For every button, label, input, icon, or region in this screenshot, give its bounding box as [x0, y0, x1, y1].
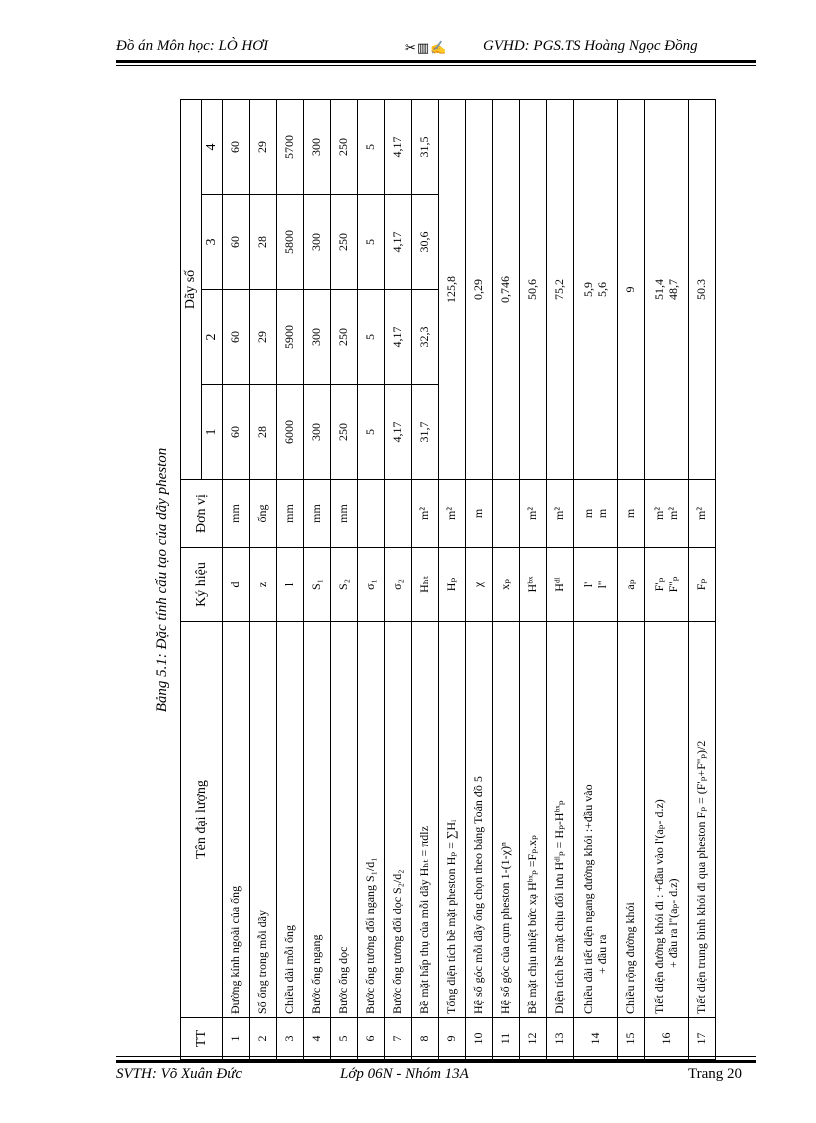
cell-value-v4-text: 5700: [282, 134, 297, 159]
cell-name-text: + đầu ra: [594, 934, 609, 974]
cell-tt-text: 9: [444, 1035, 459, 1042]
cell-value-v2: [250, 290, 277, 385]
cell-tt: [412, 1018, 439, 1060]
cell-name-text: Diện tích bề mặt chịu đối lưu Hᵈˡₚ = Hₚ-Hᵇˣₚ: [552, 800, 567, 1014]
cell-tt: [439, 1018, 466, 1060]
cell-value-v2-text: 29: [255, 331, 270, 343]
cell-tt-text: 12: [525, 1032, 540, 1045]
cell-unit: [250, 480, 277, 548]
cell-unit: [493, 480, 520, 548]
cell-symbol-text: Hₚ: [444, 577, 459, 592]
cell-value-v4-text: 29: [255, 140, 270, 153]
cell-value-v4: [358, 99, 385, 194]
cell-tt: [547, 1018, 574, 1060]
cell-value-v4-text: 300: [309, 137, 324, 156]
cell-value-merged-text: 0,746: [498, 275, 513, 303]
cell-value-merged: [645, 99, 689, 479]
cell-value-merged-text: 0,29: [471, 278, 486, 300]
cell-name-text: Bước ống dọc: [336, 946, 351, 1014]
cell-tt: [574, 1018, 618, 1060]
cell-tt-text: 11: [498, 1032, 513, 1045]
cell-unit: [358, 480, 385, 548]
cell-name: [493, 622, 520, 1018]
cell-value-v1-text: 5: [363, 429, 378, 435]
cell-tt-text: 16: [658, 1032, 673, 1045]
cell-unit: [412, 480, 439, 548]
cell-unit: [645, 480, 689, 548]
cell-unit: [618, 480, 645, 548]
cell-unit: [304, 480, 331, 548]
cell-name-text: Tiết diện đường khói đi : +đầu vào l'(aₚ- d.z): [651, 799, 666, 1014]
cell-value-merged-text: 50.3: [694, 278, 709, 300]
cell-value-v2: [385, 290, 412, 385]
cell-value-v3: [304, 195, 331, 290]
table-row: [618, 99, 645, 1059]
cell-value-v1-text: 31,7: [417, 421, 432, 443]
col-header-2: 2: [202, 290, 223, 385]
cell-name: [466, 622, 493, 1018]
cell-symbol: [645, 548, 689, 622]
cell-symbol-text: σ₁: [363, 579, 378, 590]
cell-unit-text: mm: [309, 504, 324, 523]
cell-value-v2: [277, 290, 304, 385]
cell-value-v4: [223, 99, 250, 194]
cell-name: [385, 622, 412, 1018]
cell-symbol: [618, 548, 645, 622]
cell-unit-text: m²: [665, 507, 680, 520]
cell-unit-text: mm: [228, 504, 243, 523]
cell-value-v3-text: 300: [309, 233, 324, 251]
cell-value-v1: [385, 385, 412, 480]
table-row: [331, 99, 358, 1059]
cell-tt-text: 6: [363, 1035, 378, 1042]
cell-tt-text: 13: [552, 1032, 567, 1045]
cell-tt: [493, 1018, 520, 1060]
cell-value-v1: [412, 385, 439, 480]
cell-name-text: Số ống trong mỗi dãy: [255, 910, 270, 1014]
cell-value-v1: [277, 385, 304, 480]
cell-unit-text: m²: [417, 507, 432, 520]
cell-tt-text: 15: [623, 1032, 638, 1045]
rotated-content: [150, 100, 770, 1060]
cell-value-v2-text: 300: [309, 328, 324, 346]
cell-name: [439, 622, 466, 1018]
cell-unit: [520, 480, 547, 548]
table-row: [466, 99, 493, 1059]
cell-name-text: Hệ số góc mỗi dãy ống chọn theo bảng Toán đồ 5: [471, 776, 486, 1014]
cell-name: [358, 622, 385, 1018]
cell-value-v3: [385, 195, 412, 290]
cell-value-merged: [466, 99, 493, 479]
cell-value-merged: [520, 99, 547, 479]
cell-value-v3-text: 30,6: [417, 231, 432, 253]
table-row: [574, 99, 618, 1059]
cell-value-v3: [331, 195, 358, 290]
cell-value-merged: [618, 99, 645, 479]
cell-symbol-text: S₂: [336, 579, 351, 590]
cell-symbol: [493, 548, 520, 622]
cell-value-v4: [412, 99, 439, 194]
cell-value-v1-text: 300: [309, 423, 324, 441]
cell-value-v2-text: 250: [336, 328, 351, 346]
cell-symbol-text: l: [282, 582, 297, 587]
cell-symbol-text: Hᵈˡ: [552, 577, 567, 592]
col-header-1: 1: [202, 385, 223, 480]
cell-unit-text: m: [471, 508, 486, 519]
cell-value-merged-text: 75,2: [552, 278, 567, 300]
table-row: [223, 99, 250, 1059]
cell-value-v2-text: 4,17: [390, 326, 405, 348]
cell-unit: [689, 480, 716, 548]
cell-name-text: Đường kính ngoài của ống: [228, 885, 243, 1014]
cell-symbol: [689, 548, 716, 622]
col-header-symbol: Ký hiệu: [181, 548, 223, 622]
cell-symbol: [439, 548, 466, 622]
cell-value-merged-text: 48,7: [665, 278, 680, 300]
table-row: [689, 99, 716, 1059]
cell-value-v4-text: 60: [228, 140, 243, 153]
cell-unit-text: m²: [444, 507, 459, 520]
cell-value-v1: [331, 385, 358, 480]
cell-name-text: Chiều dài tiết diện ngang đường khói :+đầu vào: [580, 784, 595, 1014]
cell-value-v3-text: 5800: [282, 230, 297, 254]
cell-symbol-text: d: [228, 581, 243, 588]
cell-symbol-text: aₚ: [623, 579, 638, 590]
cell-symbol-text: xₚ: [498, 579, 513, 590]
cell-name-text: Bước ống tương đối ngang S₁/d₁: [363, 857, 378, 1014]
table-row: [493, 99, 520, 1059]
cell-tt-text: 3: [282, 1035, 297, 1042]
cell-value-v3: [250, 195, 277, 290]
cell-value-v3-text: 60: [228, 236, 243, 248]
cell-value-v3-text: 28: [255, 236, 270, 248]
table-row: [520, 99, 547, 1059]
cell-tt: [304, 1018, 331, 1060]
cell-name-text: Tổng diện tích bề mặt pheston Hₚ = ∑Hᵢ: [444, 819, 459, 1014]
cell-symbol: [574, 548, 618, 622]
pheston-table: [180, 99, 716, 1060]
header-right: GVHD: PGS.TS Hoàng Ngọc Đồng: [483, 38, 698, 54]
cell-unit: [223, 480, 250, 548]
cell-name: [520, 622, 547, 1018]
cell-name-text: Bề mặt hấp thụ của mỗi dãy Hₕₜ = πdlz: [417, 826, 432, 1014]
cell-value-merged-text: 5,6: [594, 281, 609, 297]
cell-symbol: [520, 548, 547, 622]
table-row: [358, 99, 385, 1059]
cell-value-v1: [358, 385, 385, 480]
cell-name: [689, 622, 716, 1018]
cell-name-text: + đầu ra l''(aₚ- d.z): [665, 878, 680, 968]
cell-value-v3-text: 4,17: [390, 231, 405, 253]
footer-rule-thick: [116, 1060, 756, 1063]
cell-unit: [331, 480, 358, 548]
cell-tt: [689, 1018, 716, 1060]
cell-value-v3: [412, 195, 439, 290]
cell-name: [331, 622, 358, 1018]
cell-value-merged-text: 50,6: [525, 278, 540, 300]
cell-tt-text: 14: [587, 1032, 602, 1045]
cell-unit: [574, 480, 618, 548]
cell-unit-text: mm: [336, 504, 351, 523]
table-row: [385, 99, 412, 1059]
cell-tt: [466, 1018, 493, 1060]
cell-value-v2-text: 32,3: [417, 326, 432, 348]
cell-value-merged: [547, 99, 574, 479]
cell-value-v1-text: 4,17: [390, 421, 405, 443]
cell-value-v3: [277, 195, 304, 290]
cell-name-text: Tiết diện trung bình khói đi qua pheston Fₚ = (F'ₚ+F''ₚ)/2: [694, 740, 709, 1014]
cell-value-v1: [304, 385, 331, 480]
cell-value-v1: [250, 385, 277, 480]
cell-value-v1: [223, 385, 250, 480]
cell-value-v4-text: 5: [363, 143, 378, 150]
table-row: [645, 99, 689, 1059]
cell-value-v1-text: 60: [228, 426, 243, 438]
cell-value-v2-text: 60: [228, 331, 243, 343]
cell-value-v3-text: 5: [363, 239, 378, 245]
cell-value-v4-text: 250: [336, 137, 351, 156]
cell-value-v1-text: 6000: [282, 420, 297, 444]
cell-symbol-text: l': [580, 581, 595, 588]
cell-name: [412, 622, 439, 1018]
cell-name: [618, 622, 645, 1018]
cell-value-merged-text: 125,8: [444, 275, 459, 303]
cell-unit-text: m²: [525, 507, 540, 520]
table-caption: Bảng 5.1: Đặc tính cấu tạo của dãy pheston: [154, 447, 170, 713]
cell-symbol-text: F''ₚ: [665, 576, 680, 593]
cell-value-merged-text: 5,9: [580, 281, 595, 297]
cell-value-v2: [223, 290, 250, 385]
cell-tt: [277, 1018, 304, 1060]
cell-symbol-text: z: [255, 581, 270, 588]
cell-value-merged-text: 51,4: [651, 278, 666, 300]
cell-name-text: Bước ống tương đối dọc S₂/d₂: [390, 869, 405, 1014]
header-rule-thin: [116, 65, 756, 66]
cell-tt-text: 17: [694, 1032, 709, 1045]
cell-name-text: Bề mặt chịu nhiệt bức xạ Hᵇˣₚ =Fₚ.xₚ: [525, 835, 540, 1014]
cell-value-v2: [304, 290, 331, 385]
cell-symbol: [304, 548, 331, 622]
cell-symbol-text: Hₕₜ: [417, 576, 432, 593]
cell-symbol: [223, 548, 250, 622]
cell-value-v2: [331, 290, 358, 385]
cell-value-merged: [689, 99, 716, 479]
table-row: [547, 99, 574, 1059]
cell-value-v1-text: 250: [336, 423, 351, 441]
table-body: [223, 99, 716, 1059]
cell-tt: [520, 1018, 547, 1060]
cell-value-v3: [358, 195, 385, 290]
cell-name-text: Bước ống ngang: [309, 934, 324, 1014]
cell-value-v3-text: 250: [336, 233, 351, 251]
col-header-series: Dãy số: [181, 99, 202, 479]
cell-unit: [466, 480, 493, 548]
cell-tt: [385, 1018, 412, 1060]
cell-symbol: [385, 548, 412, 622]
cell-symbol-text: χ: [471, 581, 486, 588]
cell-unit: [277, 480, 304, 548]
footer-rule-thin: [116, 1056, 756, 1057]
cell-symbol-text: Fₚ: [694, 578, 709, 591]
cell-value-merged-text: 9: [623, 286, 638, 293]
cell-unit-text: m²: [552, 507, 567, 520]
cell-tt: [358, 1018, 385, 1060]
footer-student: SVTH: Võ Xuân Đức: [116, 1066, 243, 1082]
cell-symbol: [547, 548, 574, 622]
cell-value-v3: [223, 195, 250, 290]
cell-name-text: Chiều rộng đường khói: [623, 902, 638, 1014]
cell-tt-text: 7: [390, 1035, 405, 1042]
cell-symbol-text: l'': [594, 580, 609, 589]
cell-value-v4: [331, 99, 358, 194]
footer-page-number: Trang 20: [688, 1066, 743, 1082]
table-row: [439, 99, 466, 1059]
cell-tt: [331, 1018, 358, 1060]
cell-tt-text: 5: [336, 1035, 351, 1042]
cell-unit-text: m²: [651, 507, 666, 520]
cell-unit: [385, 480, 412, 548]
cell-symbol: [358, 548, 385, 622]
col-header-4: 4: [202, 99, 223, 194]
cell-name: [277, 622, 304, 1018]
cell-unit-text: m: [594, 508, 609, 519]
cell-name: [547, 622, 574, 1018]
cell-name: [223, 622, 250, 1018]
cell-symbol-text: S₁: [309, 579, 324, 590]
cell-value-v2: [358, 290, 385, 385]
cell-name-text: Chiều dài mỗi ống: [282, 925, 297, 1014]
cell-name: [574, 622, 618, 1018]
cell-unit-text: m²: [694, 507, 709, 520]
table-row: [250, 99, 277, 1059]
cell-value-v2-text: 5900: [282, 325, 297, 349]
cell-name: [645, 622, 689, 1018]
table-row: [412, 99, 439, 1059]
cell-unit-text: mm: [282, 504, 297, 523]
col-header-name: Tên đại lượng: [181, 622, 223, 1018]
cell-tt: [223, 1018, 250, 1060]
cell-tt: [618, 1018, 645, 1060]
cell-value-v2: [412, 290, 439, 385]
cell-tt-text: 8: [417, 1035, 432, 1042]
table-header-row: [181, 99, 202, 1059]
cell-value-v4: [250, 99, 277, 194]
cell-value-v4: [385, 99, 412, 194]
cell-value-v4: [304, 99, 331, 194]
table-row: [304, 99, 331, 1059]
cell-unit: [547, 480, 574, 548]
col-header-3: 3: [202, 195, 223, 290]
header-decoration-icon: ✂▥✍: [405, 40, 448, 55]
cell-tt: [645, 1018, 689, 1060]
cell-unit-text: ống: [255, 504, 270, 523]
cell-symbol: [331, 548, 358, 622]
cell-value-v2-text: 5: [363, 334, 378, 340]
cell-unit-text: m: [623, 508, 638, 519]
cell-name: [250, 622, 277, 1018]
cell-tt-text: 10: [471, 1032, 486, 1045]
cell-tt-text: 4: [309, 1035, 324, 1042]
header-left: Đồ án Môn học: LÒ HƠI: [116, 38, 269, 54]
cell-symbol: [250, 548, 277, 622]
header-rule-thick: [116, 60, 756, 63]
cell-name: [304, 622, 331, 1018]
cell-symbol-text: F'ₚ: [651, 577, 666, 592]
cell-unit-text: m: [580, 508, 595, 519]
col-header-unit: Đơn vị: [181, 480, 223, 548]
cell-value-v4: [277, 99, 304, 194]
cell-value-v1-text: 28: [255, 426, 270, 438]
cell-value-merged: [574, 99, 618, 479]
cell-symbol: [277, 548, 304, 622]
cell-value-v4-text: 4,17: [390, 136, 405, 158]
cell-value-v4-text: 31,5: [417, 136, 432, 158]
cell-symbol-text: σ₂: [390, 579, 405, 590]
cell-unit: [439, 480, 466, 548]
footer-class: Lớp 06N - Nhóm 13A: [340, 1066, 469, 1082]
cell-tt-text: 1: [228, 1035, 243, 1042]
table-row: [277, 99, 304, 1059]
cell-name-text: Hệ số góc của cụm pheston 1-(1-χ)ⁿ: [498, 842, 513, 1014]
cell-value-merged: [439, 99, 466, 479]
col-header-tt: TT: [181, 1018, 223, 1060]
cell-tt: [250, 1018, 277, 1060]
cell-value-merged: [493, 99, 520, 479]
cell-symbol-text: Hᵇˣ: [525, 576, 540, 593]
cell-symbol: [466, 548, 493, 622]
cell-symbol: [412, 548, 439, 622]
cell-tt-text: 2: [255, 1035, 270, 1042]
